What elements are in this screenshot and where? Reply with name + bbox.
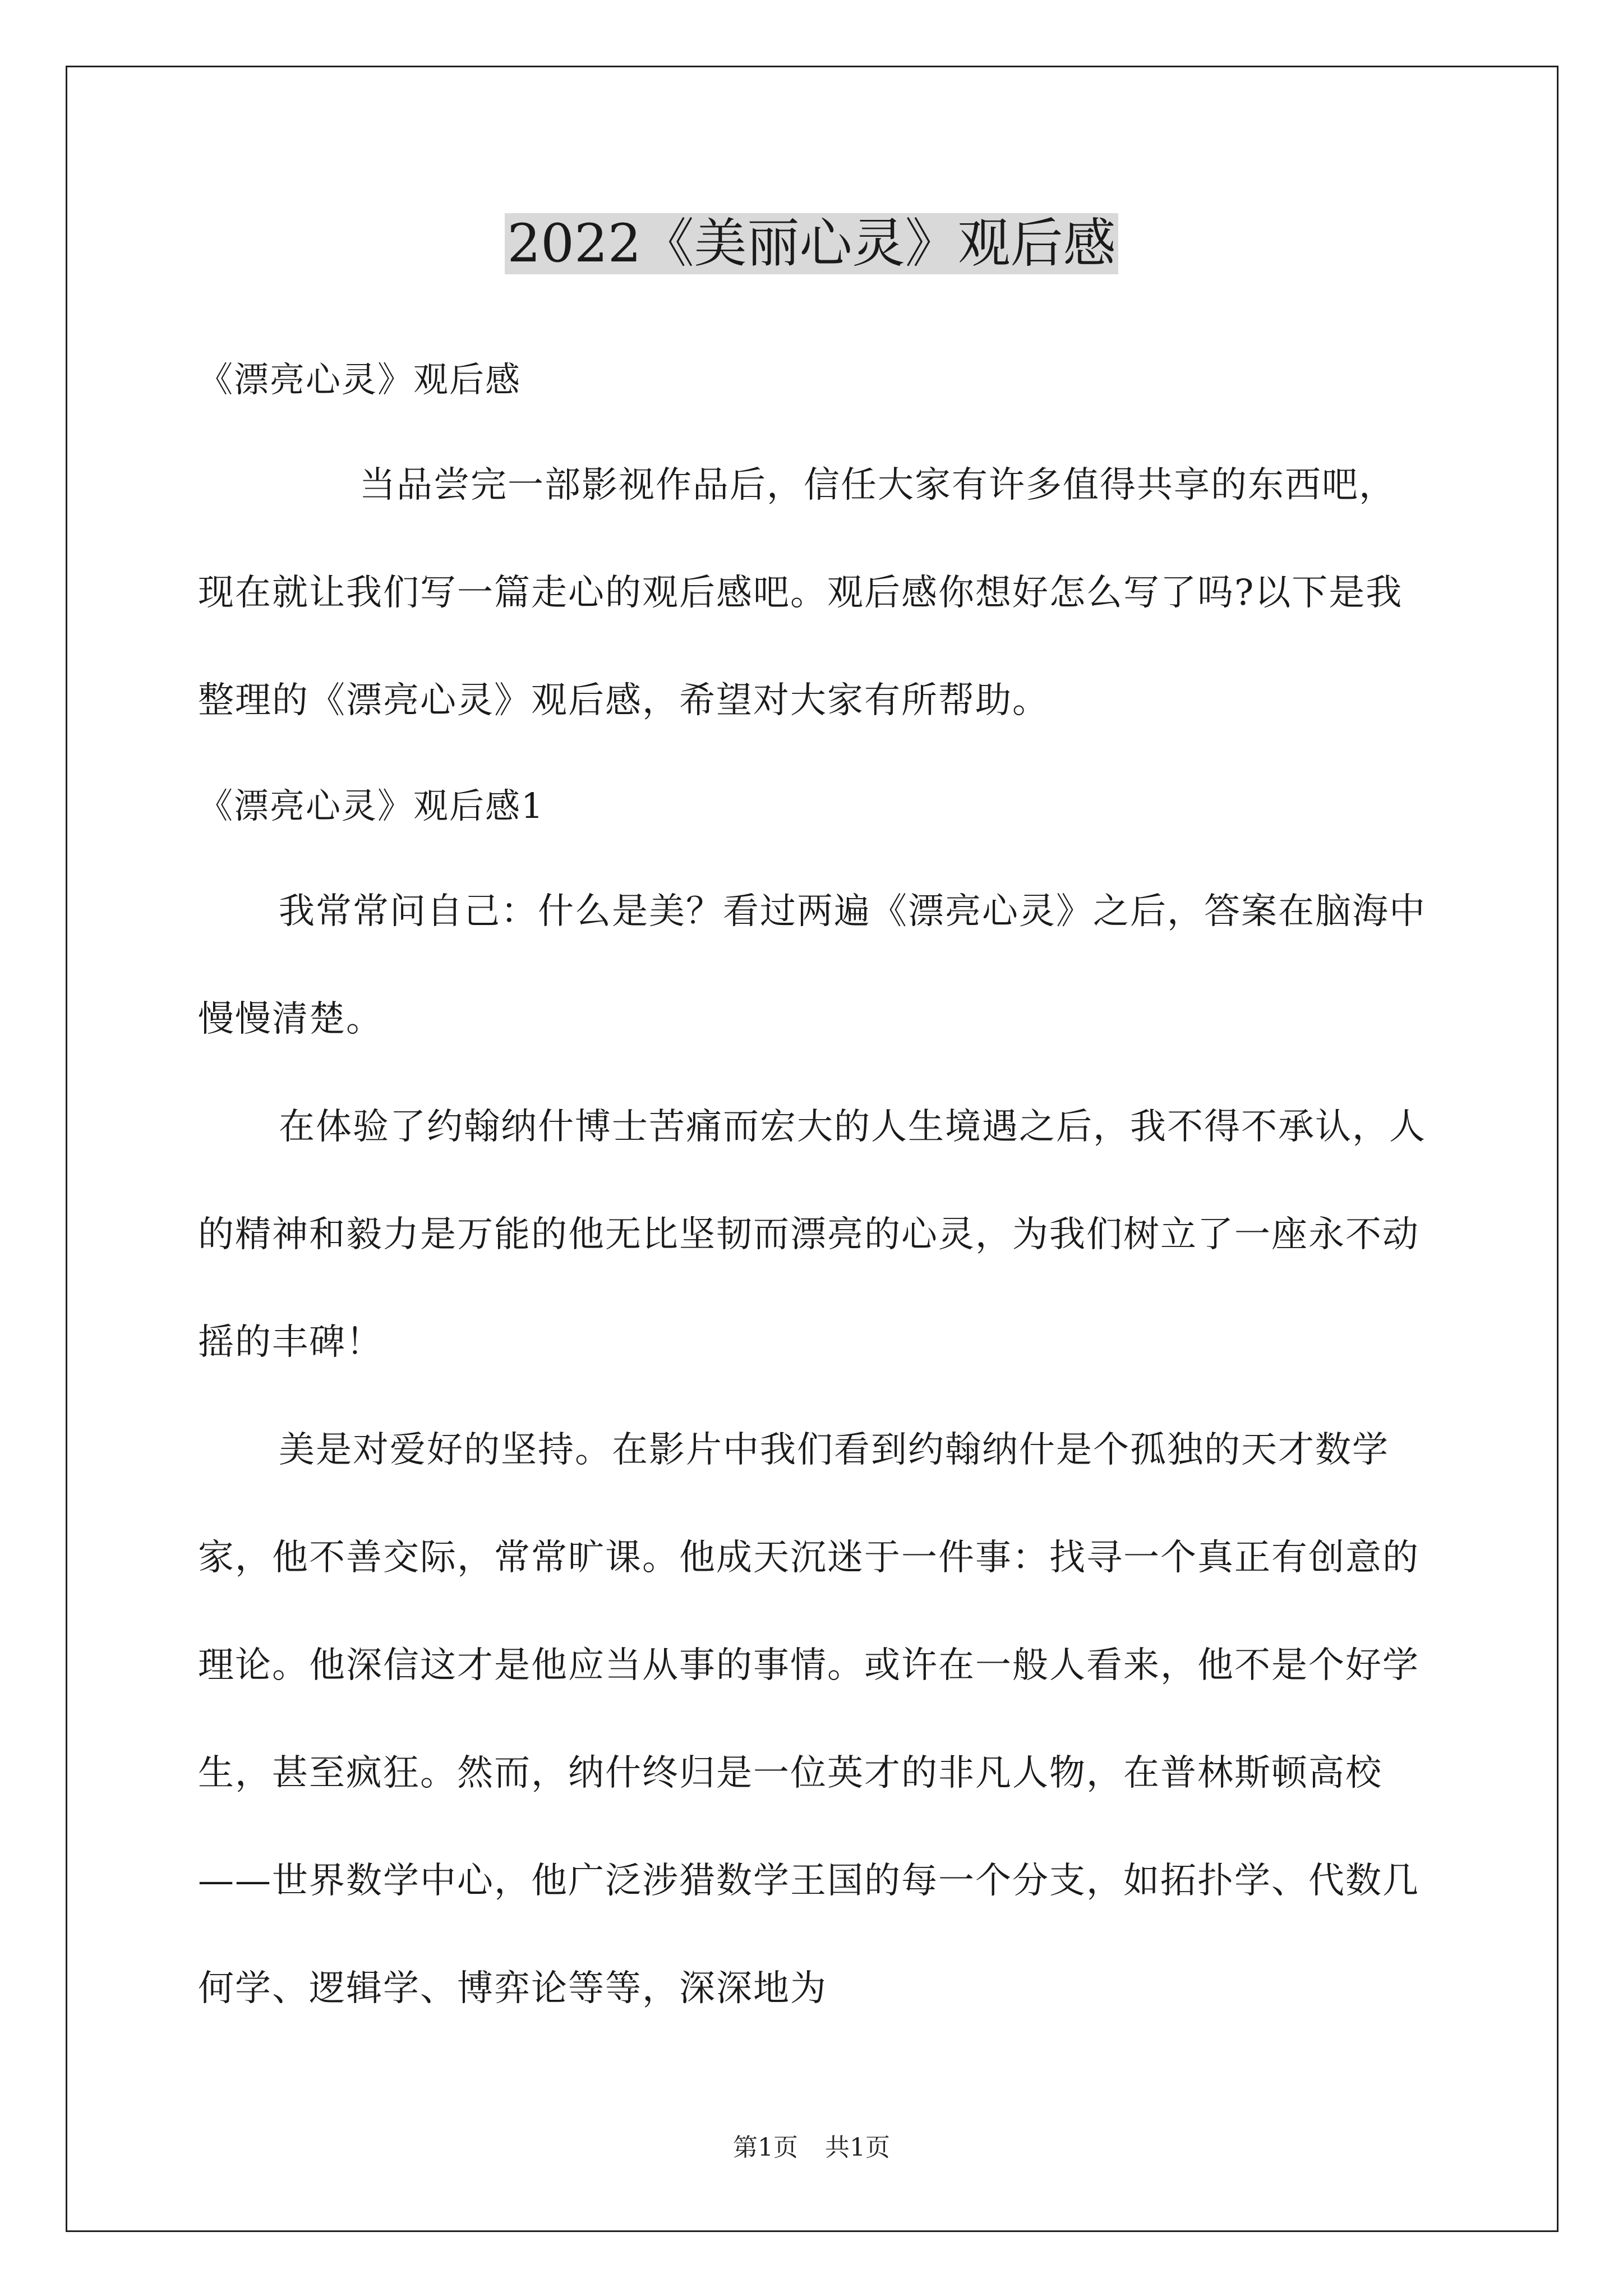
- document-body: [198, 328, 1432, 2042]
- intro-paragraph: 当品尝完一部影视作品后，信任大家有许多值得共享的东西吧，现在就让我们写一篇走心的观后感吧。观后感你想好怎么写了吗?以下是我整理的《漂亮心灵》观后感，希望对大家有所帮助。: [198, 464, 1403, 721]
- page-number: 第1页: [733, 2133, 798, 2162]
- body-paragraph: 在体验了约翰纳什博士苦痛而宏大的人生境遇之后，我不得不承认，人的精神和毅力是万能的他无比坚韧而漂亮的心灵，为我们树立了一座永不动摇的丰碑！: [198, 1106, 1426, 1363]
- body-paragraph: 我常常问自己：什么是美？看过两遍《漂亮心灵》之后，答案在脑海中慢慢清楚。: [198, 891, 1426, 1040]
- section-heading: 《漂亮心灵》观后感1: [198, 785, 545, 826]
- subtitle: 《漂亮心灵》观后感: [198, 359, 522, 400]
- page-total: 共1页: [825, 2133, 890, 2162]
- page-footer: [0, 2127, 1623, 2163]
- document-title-text: 2022《美丽心灵》观后感: [505, 213, 1118, 274]
- document-title: [0, 202, 1623, 286]
- body-paragraph: 美是对爱好的坚持。在影片中我们看到约翰纳什是个孤独的天才数学家，他不善交际，常常旷课。他成天沉迷于一件事：找寻一个真正有创意的理论。他深信这才是他应当从事的事情。或许在一般人看来，他不是个好学生，甚至疯狂。然而，纳什终归是一位英才的非凡人物，在普林斯顿高校——世界数学中心，他广泛涉猎数学王国的每一个分支，如拓扑学、代数几何学、逻辑学、博弈论等等，深深地为: [198, 1429, 1419, 2009]
